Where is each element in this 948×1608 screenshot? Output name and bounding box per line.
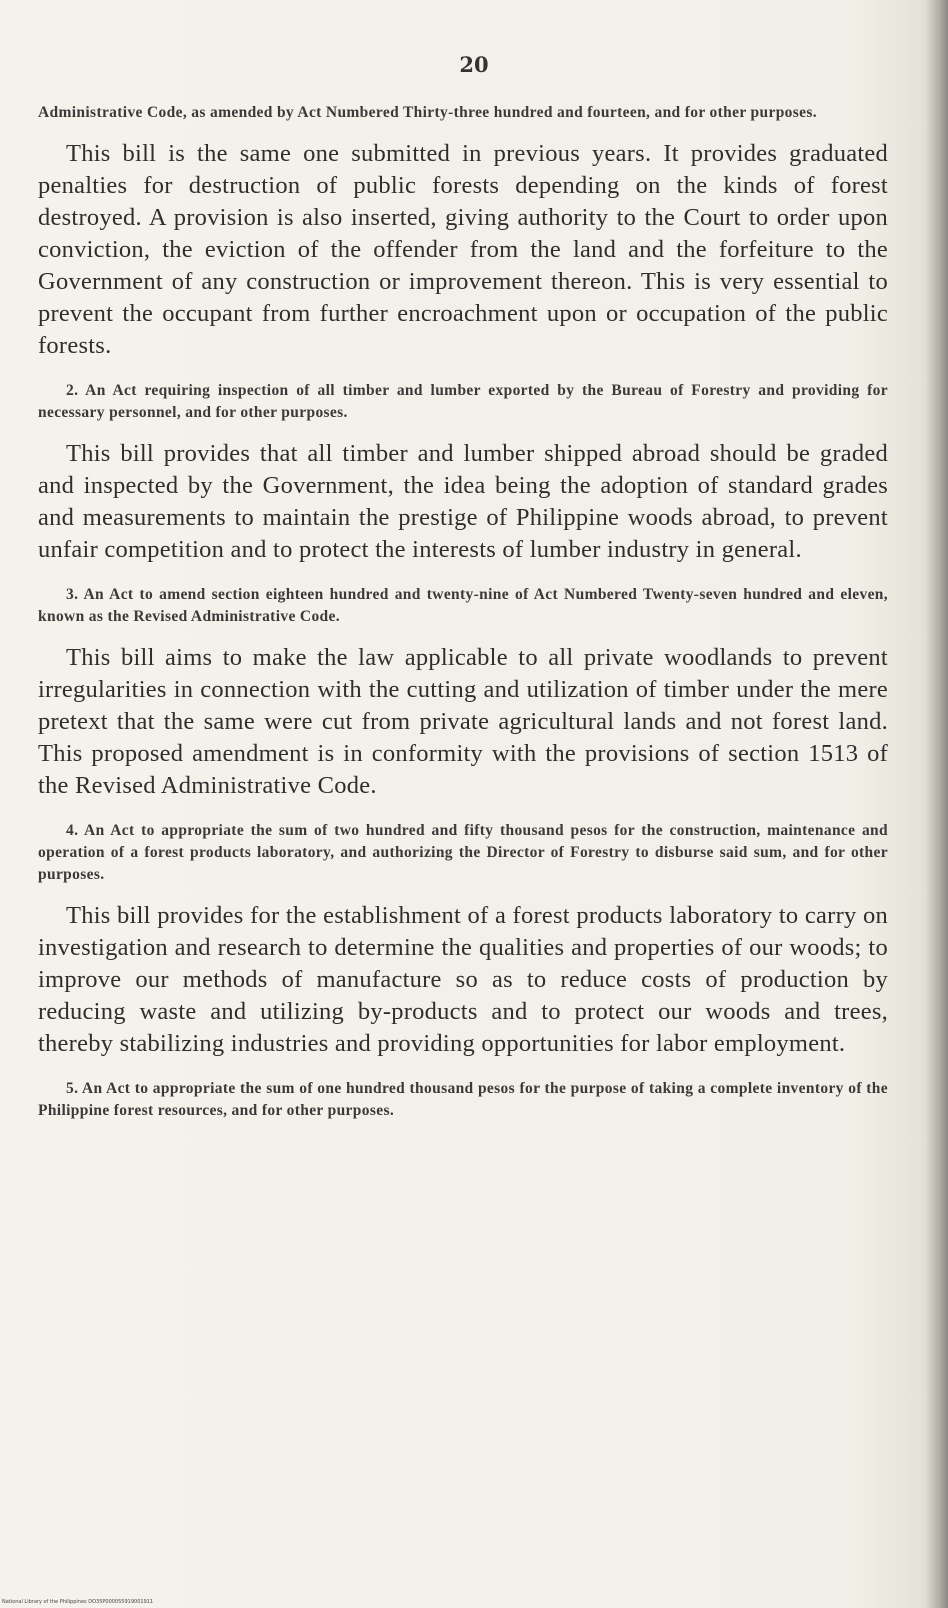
page-content	[38, 102, 888, 1122]
section-heading-2: 2. An Act requiring inspection of all timber and lumber exported by the Bureau of Forestry and providing for necessary personnel, and for other purposes.	[38, 382, 888, 421]
section-heading-4: 4. An Act to appropriate the sum of two hundred and fifty thousand pesos for the construction, maintenance and operation of a forest products laboratory, and authorizing the Director of Forestry to disburse said sum, and for other purposes.	[38, 822, 888, 883]
section-body: This bill provides that all timber and lumber shipped abroad should be graded and inspected by the Government, the idea being the adoption of standard grades and measurements to maintain the prestige of Philippine woods abroad, to prevent unfair competition and to protect the interests of lumber industry in general.	[38, 440, 888, 563]
section-heading-continued: Administrative Code, as amended by Act Numbered Thirty-three hundred and fourteen, and for other purposes.	[38, 104, 817, 121]
section-body: This bill is the same one submitted in previous years. It provides graduated penalties for destruction of public forests depending on the kinds of forest destroyed. A provision is also inserted, giving authority to the Court to order upon conviction, the eviction of the offender from the land and the forfeiture to the Government of any construction or improvement thereon. This is very essential to prevent the occupant from further encroachment upon or occupation of the public forests.	[38, 140, 888, 359]
section-heading-3: 3. An Act to amend section eighteen hundred and twenty-nine of Act Numbered Twenty-seven hundred and eleven, known as the Revised Administrative Code.	[38, 586, 888, 625]
scan-footer: National Library of the Philippines DO35P000055919001911	[2, 1599, 154, 1605]
page-edge-shadow	[926, 0, 948, 1608]
section-body: This bill aims to make the law applicable to all private woodlands to prevent irregularities in connection with the cutting and utilization of timber under the mere pretext that the same were cut from private agricultural lands and not forest land. This proposed amendment is in conformity with the provisions of section 1513 of the Revised Administrative Code.	[38, 644, 888, 799]
page-number: 20	[459, 52, 489, 77]
section-body: This bill provides for the establishment of a forest products laboratory to carry on investigation and research to determine the qualities and properties of our woods; to improve our methods of manufacture so as to reduce costs of production by reducing waste and utilizing by-products and to protect our woods and trees, thereby stabilizing industries and providing opportunities for labor employment.	[38, 902, 888, 1057]
section-heading-5: 5. An Act to appropriate the sum of one hundred thousand pesos for the purpose of taking a complete inventory of the Philippine forest resources, and for other purposes.	[38, 1080, 888, 1119]
